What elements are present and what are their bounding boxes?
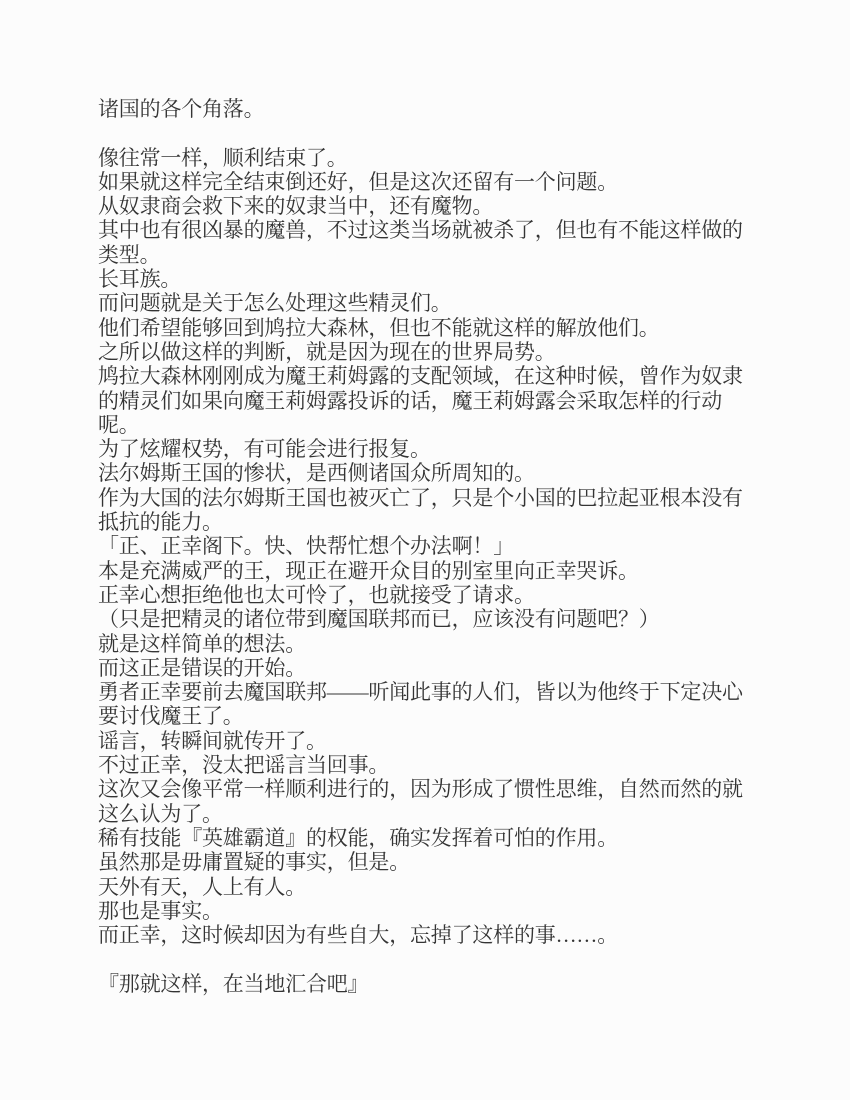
text-line: 天外有天，人上有人。 bbox=[98, 874, 306, 899]
text-line: 鸠拉大森林刚刚成为魔王莉姆露的支配领域，在这种时候，曾作为奴隶 bbox=[98, 364, 743, 389]
text-line: 这么认为了。 bbox=[98, 801, 223, 826]
text-line: 的精灵们如果向魔王莉姆露投诉的话，魔王莉姆露会采取怎样的行动 bbox=[98, 388, 722, 413]
text-line: 抵抗的能力。 bbox=[98, 510, 223, 535]
text-line: 要讨伐魔王了。 bbox=[98, 704, 244, 729]
text-line: 为了炫耀权势，有可能会进行报复。 bbox=[98, 437, 431, 462]
text-line: 而这正是错误的开始。 bbox=[98, 655, 306, 680]
text-line: 法尔姆斯王国的惨状，是西侧诸国众所周知的。 bbox=[98, 461, 535, 486]
text-line: 那也是事实。 bbox=[98, 898, 223, 923]
text-line: 勇者正幸要前去魔国联邦——听闻此事的人们，皆以为他终于下定决心 bbox=[98, 680, 743, 705]
text-line: 就是这样简单的想法。 bbox=[98, 631, 306, 656]
text-line: 不过正幸，没太把谣言当回事。 bbox=[98, 753, 390, 778]
text-line: 他们希望能够回到鸠拉大森林，但也不能就这样的解放他们。 bbox=[98, 315, 660, 340]
text-line: 长耳族。 bbox=[98, 267, 182, 292]
text-line: 「正、正幸阁下。快、快帮忙想个办法啊！」 bbox=[98, 534, 514, 559]
text-line: 稀有技能『英雄霸道』的权能，确实发挥着可怕的作用。 bbox=[98, 825, 618, 850]
text-line: 这次又会像平常一样顺利进行的，因为形成了惯性思维，自然而然的就 bbox=[98, 777, 743, 802]
text-line: 谣言，转瞬间就传开了。 bbox=[98, 728, 327, 753]
text-line: 从奴隶商会救下来的奴隶当中，还有魔物。 bbox=[98, 194, 494, 219]
text-line: 作为大国的法尔姆斯王国也被灭亡了，只是个小国的巴拉起亚根本没有 bbox=[98, 485, 743, 510]
text-line: 如果就这样完全结束倒还好，但是这次还留有一个问题。 bbox=[98, 169, 618, 194]
text-line: 『那就这样，在当地汇合吧』 bbox=[98, 971, 369, 996]
text-line: 之所以做这样的判断，就是因为现在的世界局势。 bbox=[98, 339, 556, 364]
text-line: 像往常一样，顺利结束了。 bbox=[98, 145, 348, 170]
text-line: 呢。 bbox=[98, 412, 140, 437]
text-line: 正幸心想拒绝他也太可怜了，也就接受了请求。 bbox=[98, 582, 535, 607]
novel-page-text bbox=[98, 97, 778, 996]
text-line: 虽然那是毋庸置疑的事实，但是。 bbox=[98, 850, 410, 875]
text-line: 而问题就是关于怎么处理这些精灵们。 bbox=[98, 291, 452, 316]
text-line: 本是充满威严的王，现正在避开众目的别室里向正幸哭诉。 bbox=[98, 558, 639, 583]
blank-line bbox=[98, 947, 778, 971]
blank-line bbox=[98, 121, 778, 145]
text-line: 其中也有很凶暴的魔兽，不过这类当场就被杀了，但也有不能这样做的 bbox=[98, 218, 743, 243]
text-line: （只是把精灵的诸位带到魔国联邦而已，应该没有问题吧？） bbox=[98, 607, 660, 632]
text-line: 而正幸，这时候却因为有些自大，忘掉了这样的事……。 bbox=[98, 923, 618, 948]
text-line: 诸国的各个角落。 bbox=[98, 97, 265, 121]
text-line: 类型。 bbox=[98, 242, 161, 267]
